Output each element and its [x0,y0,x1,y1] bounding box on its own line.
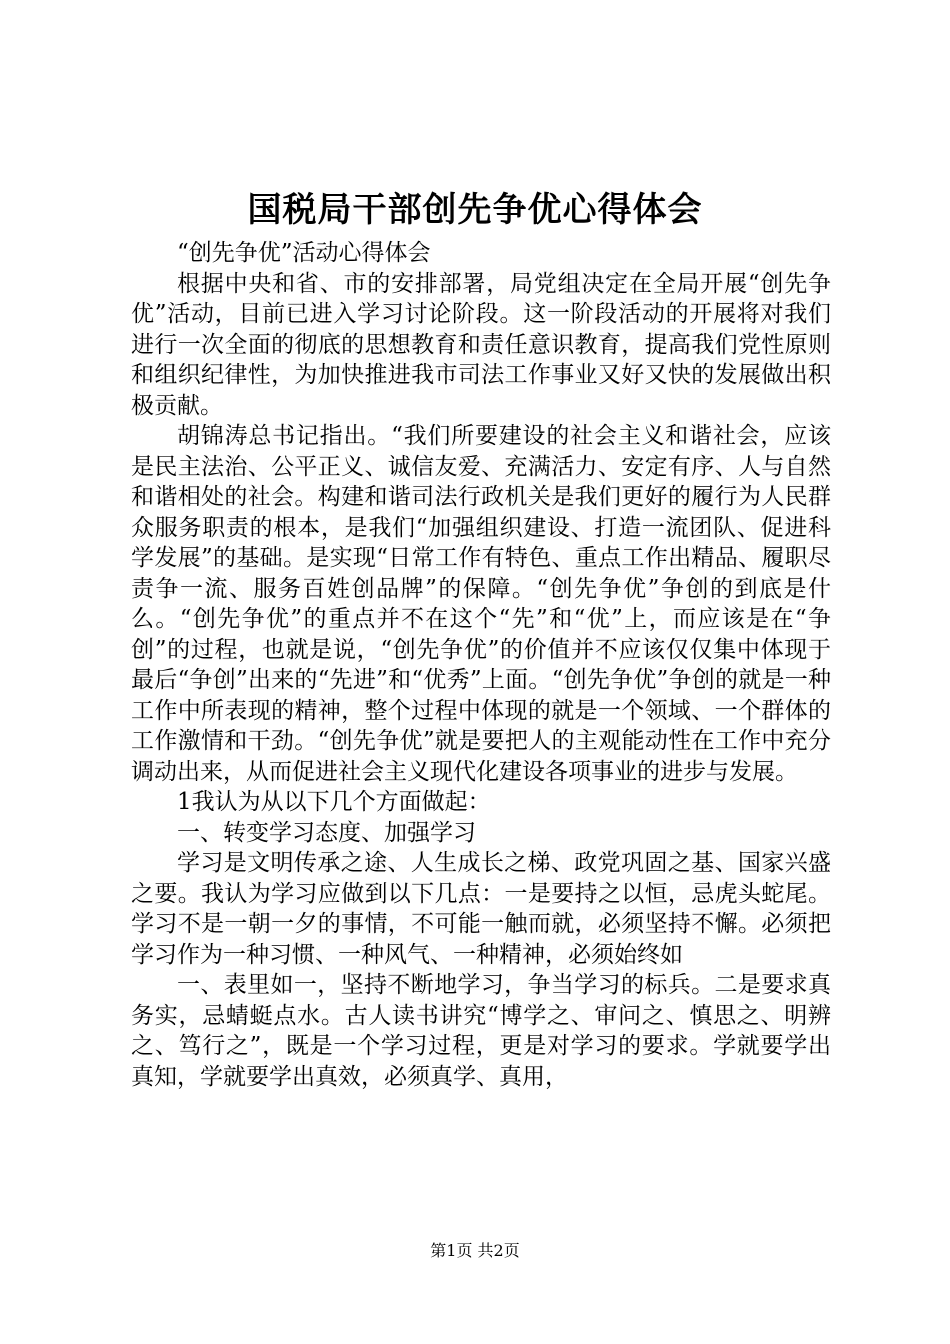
paragraph-aspects: 1我认为从以下几个方面做起： [177,789,491,815]
paragraph-intro: 根据中央和省、市的安排部署，局党组决定在全局开展“创先争优”活动，目前已进入学习讨论阶段。这一阶段活动的开展将对我们进行一次全面的彻底的思想教育和责任意识教育，提高我们党性原则和组织纪律性，为加快推进我市司法工作事业又好又快的发展做出积极贡献。 [131,270,831,419]
document-body [131,238,831,1092]
section-heading-1: 一、转变学习态度、加强学习 [177,819,476,846]
page-number: 第1页 共2页 [430,1241,520,1260]
paragraph-subtitle: “创先争优”活动心得体会 [177,240,431,266]
paragraph-quote: 胡锦涛总书记指出。“我们所要建设的社会主义和谐社会，应该是民主法治、公平正义、诚信友爱、充满活力、安定有序、人与自然和谐相处的社会。构建和谐司法行政机关是我们更好的履行为人民群众服务职责的根本，是我们“加强组织建设、打造一流团队、促进科学发展”的基础。是实现“日常工作有特色、重点工作出精品、履职尽责争一流、服务百姓创品牌”的保障。“创先争优”争创的到底是什么。“创先争优”的重点并不在这个“先”和“优”上，而应该是在“争创”的过程，也就是说，“创先争优”的价值并不应该仅仅集中体现于最后“争创”出来的“先进”和“优秀”上面。“创先争优”争创的就是一种工作中所表现的精神，整个过程中体现的就是一个领域、一个群体的工作激情和干劲。“创先争优”就是要把人的主观能动性在工作中充分调动出来，从而促进社会主义现代化建设各项事业的进步与发展。 [131,423,831,785]
paragraph-study: 学习是文明传承之途、人生成长之梯、政党巩固之基、国家兴盛之要。我认为学习应做到以下几点：一是要持之以恒，忌虎头蛇尾。学习不是一朝一夕的事情，不可能一触而就，必须坚持不懈。必须把学习作为一种习惯、一种风气、一种精神，必须始终如 [131,850,831,968]
document-title: 国税局干部创先争优心得体会 [247,190,703,230]
paragraph-study-continued: 一、表里如一，坚持不断地学习，争当学习的标兵。二是要求真务实，忌蜻蜓点水。古人读书讲究“博学之、审问之、慎思之、明辨之、笃行之”，既是一个学习过程，更是对学习的要求。学就要学出真知，学就要学出真效，必须真学、真用， [131,972,831,1090]
